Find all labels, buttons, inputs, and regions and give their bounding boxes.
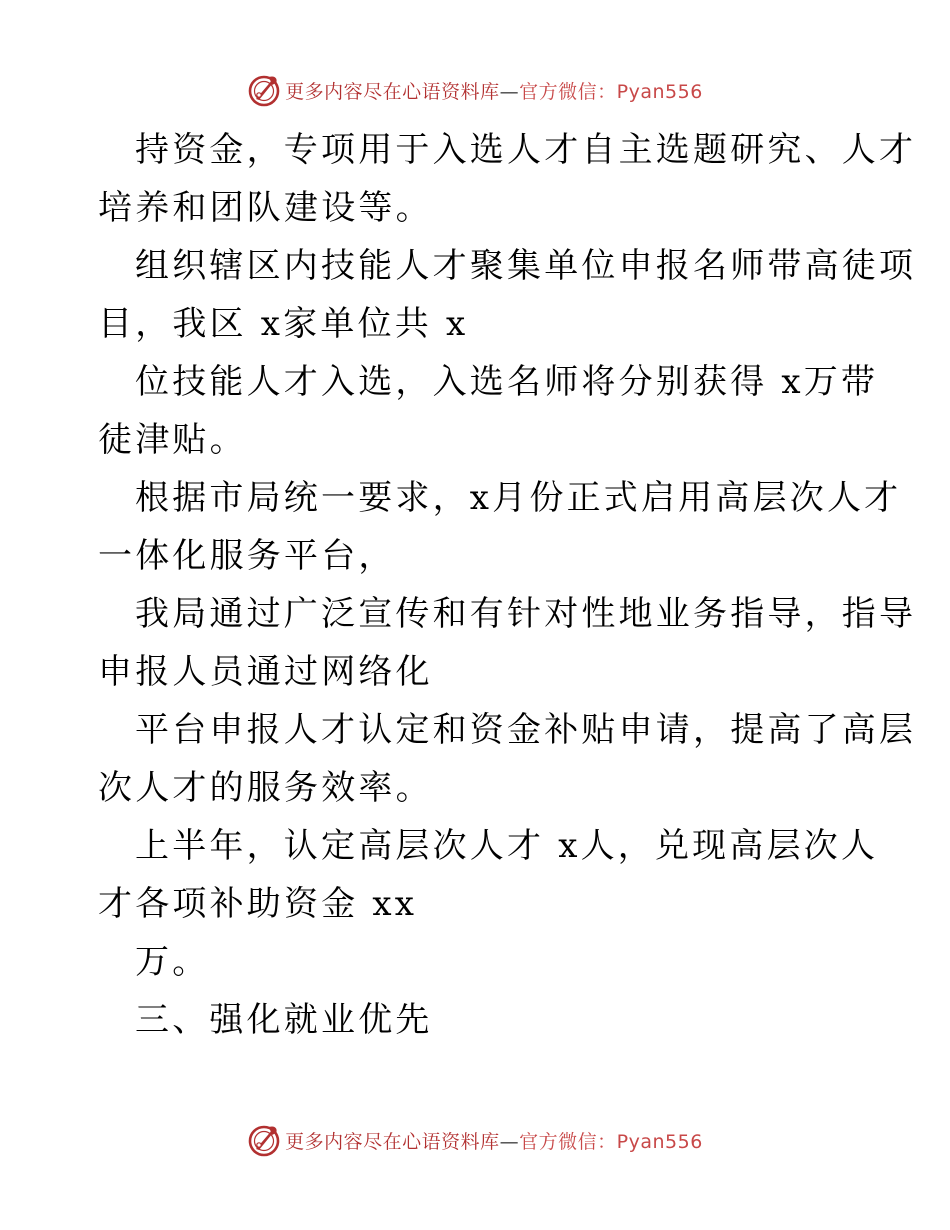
text-line: 一体化服务平台， — [98, 536, 396, 576]
text-line: 根据市局统一要求，x月份正式启用高层次人才 — [135, 478, 902, 518]
banner-text — [285, 1127, 703, 1154]
banner-dash: — — [499, 1130, 520, 1153]
banner-wechat: 官方微信：Pyan556 — [519, 1130, 703, 1153]
banner-brand: 更多内容尽在心语资料库 — [285, 1130, 500, 1153]
text-line: 位技能人才入选，入选名师将分别获得 x万带 — [135, 362, 879, 402]
text-line: 申报人员通过网络化 — [98, 652, 433, 692]
text-line: 目，我区 x家单位共 x — [98, 304, 469, 344]
text-line: 徒津贴。 — [98, 420, 247, 460]
text-line: 持资金，专项用于入选人才自主选题研究、人才 — [135, 130, 917, 170]
text-line: 组织辖区内技能人才聚集单位申报名师带高徒项 — [135, 246, 917, 286]
section-heading: 三、强化就业优先 — [135, 1000, 433, 1040]
text-line: 万。 — [135, 942, 210, 982]
banner-brand: 更多内容尽在心语资料库 — [285, 80, 500, 103]
banner-dash: — — [499, 80, 520, 103]
banner-wechat: 官方微信：Pyan556 — [519, 80, 703, 103]
text-line: 我局通过广泛宣传和有针对性地业务指导，指导 — [135, 594, 917, 634]
text-line: 才各项补助资金 xx — [98, 884, 418, 924]
text-line: 平台申报人才认定和资金补贴申请，提高了高层 — [135, 710, 917, 750]
quill-logo-icon — [247, 1123, 281, 1157]
footer-banner — [0, 1120, 950, 1160]
text-line: 上半年，认定高层次人才 x人，兑现高层次人 — [135, 826, 879, 866]
text-line: 培养和团队建设等。 — [98, 188, 433, 228]
text-line: 次人才的服务效率。 — [98, 768, 433, 808]
